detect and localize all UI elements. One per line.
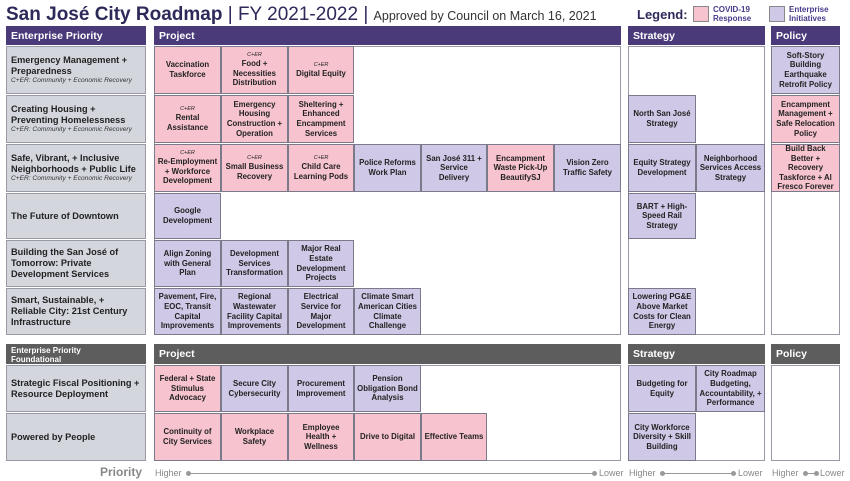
priority-dot [731, 471, 736, 476]
strategy-cell[interactable]: BART + High-Speed Rail Strategy [628, 193, 696, 239]
legend-label: Legend: [637, 7, 688, 22]
priority-higher-project: Higher [155, 468, 182, 478]
project-cell[interactable]: Pension Obligation Bond Analysis [354, 365, 421, 412]
row-label-infrastructure [6, 288, 146, 335]
project-header: Project [154, 26, 621, 45]
legend-covid-text: COVID-19 Response [713, 5, 752, 23]
project-cell[interactable]: Effective Teams [421, 413, 487, 461]
policy-panel-foundational [771, 365, 840, 461]
project-cell[interactable]: Pavement, Fire, EOC, Transit Capital Improvements [154, 288, 221, 335]
project-cell[interactable]: Employee Health + Wellness [288, 413, 354, 461]
legend-enterprise-text: Enterprise Initiatives [789, 5, 829, 23]
project-cell[interactable]: San José 311 + Service Delivery [421, 144, 487, 192]
priority-higher-policy: Higher [772, 468, 799, 478]
project-cell[interactable]: Sheltering + Enhanced Encampment Services [288, 95, 354, 143]
row-label-fiscal [6, 365, 146, 412]
row-label-downtown [6, 193, 146, 239]
row-label-housing [6, 95, 146, 143]
legend-covid-swatch [693, 6, 709, 22]
row-title: Smart, Sustainable, + Reliable City: 21st Century Infrastructure [11, 295, 128, 327]
priority-line-project [189, 473, 594, 474]
priority-line-strategy [663, 473, 733, 474]
priority-dot [592, 471, 597, 476]
priority-higher-strategy: Higher [629, 468, 656, 478]
project-cell[interactable]: Vision Zero Traffic Safety [554, 144, 621, 192]
strategy-header-foundational: Strategy [628, 344, 765, 364]
enterprise-priority-header: Enterprise Priority [6, 26, 146, 45]
project-cell[interactable]: Electrical Service for Major Development [288, 288, 354, 335]
row-title: Powered by People [11, 431, 96, 442]
strategy-cell[interactable]: Lowering PG&E Above Market Costs for Clean Energy [628, 288, 696, 335]
row-title: The Future of Downtown [11, 210, 119, 221]
priority-lower-strategy: Lower [738, 468, 763, 478]
page-title [6, 4, 597, 26]
priority-dot [814, 471, 819, 476]
row-title: Safe, Vibrant, + Inclusive Neighborhoods + Public Life [11, 153, 136, 174]
project-cell[interactable]: Development Services Transformation [221, 240, 288, 287]
policy-cell[interactable]: Build Back Better + Recovery Taskforce + Al Fresco Forever [771, 144, 840, 192]
project-cell[interactable]: Vaccination Taskforce [154, 46, 221, 94]
project-cell[interactable]: Police Reforms Work Plan [354, 144, 421, 192]
foundational-header: Enterprise Priority Foundational [6, 344, 146, 364]
row-subtitle: C+ER: Community + Economic Recovery [11, 175, 132, 182]
project-cell[interactable]: Align Zoning with General Plan [154, 240, 221, 287]
strategy-header: Strategy [628, 26, 765, 45]
strategy-cell[interactable]: Equity Strategy Development [628, 144, 696, 192]
row-title: Strategic Fiscal Positioning + Resource Deployment [11, 377, 140, 399]
project-header-foundational: Project [154, 344, 621, 364]
project-cell[interactable]: C+ER Small Business Recovery [221, 144, 288, 192]
row-title: Building the San José of Tomorrow: Private Development Services [11, 247, 119, 279]
policy-cell[interactable]: Soft-Story Building Earthquake Retrofit Policy [771, 46, 840, 94]
project-cell[interactable]: C+ER Food + Necessities Distribution [221, 46, 288, 94]
project-cell[interactable]: Encampment Waste Pick-Up BeautifySJ [487, 144, 554, 192]
project-cell[interactable]: Drive to Digital [354, 413, 421, 461]
project-cell[interactable]: Major Real Estate Development Projects [288, 240, 354, 287]
title-separator: | [227, 4, 233, 25]
policy-cell[interactable]: Encampment Management + Safe Relocation Policy [771, 95, 840, 143]
priority-label: Priority [100, 465, 143, 479]
title-separator-2: | [363, 4, 369, 25]
project-cell[interactable]: Federal + State Stimulus Advocacy [154, 365, 221, 412]
project-cell[interactable]: Workplace Safety [221, 413, 288, 461]
project-cell[interactable]: Continuity of City Services [154, 413, 221, 461]
strategy-cell[interactable]: Budgeting for Equity [628, 365, 696, 412]
row-label-development [6, 240, 146, 287]
title-fiscal-year: FY 2021-2022 [237, 4, 359, 25]
legend-enterprise-swatch [769, 6, 785, 22]
project-cell[interactable]: Regional Wastewater Facility Capital Improvements [221, 288, 288, 335]
row-label-emergency [6, 46, 146, 94]
row-label-neighborhoods [6, 144, 146, 192]
strategy-cell[interactable]: North San José Strategy [628, 95, 696, 143]
policy-header-foundational: Policy [771, 344, 840, 364]
project-cell[interactable]: C+ER Digital Equity [288, 46, 354, 94]
project-cell[interactable]: Procurement Improvement [288, 365, 354, 412]
priority-lower-project: Lower [599, 468, 624, 478]
project-cell[interactable]: Secure City Cybersecurity [221, 365, 288, 412]
title-approval: Approved by Council on March 16, 2021 [373, 9, 597, 23]
row-title: Creating Housing + Preventing Homelessness [11, 104, 126, 125]
row-label-people [6, 413, 146, 461]
priority-lower-policy: Lower [820, 468, 845, 478]
strategy-cell[interactable]: Neighborhood Services Access Strategy [696, 144, 765, 192]
row-subtitle: C+ER: Community + Economic Recovery [11, 77, 132, 84]
title-main: San José City Roadmap [6, 4, 223, 25]
strategy-cell[interactable]: City Workforce Diversity + Skill Building [628, 413, 696, 461]
strategy-cell[interactable]: City Roadmap Budgeting, Accountability, + Performance [696, 365, 765, 412]
row-subtitle: C+ER: Community + Economic Recovery [11, 126, 132, 133]
project-cell[interactable]: C+ER Re-Employment + Workforce Development [154, 144, 221, 192]
project-cell[interactable]: C+ER Rental Assistance [154, 95, 221, 143]
project-cell[interactable]: Emergency Housing Construction + Operation [221, 95, 288, 143]
project-cell[interactable]: Google Development [154, 193, 221, 239]
project-cell[interactable]: C+ER Child Care Learning Pods [288, 144, 354, 192]
row-title: Emergency Management + Preparedness [11, 55, 128, 76]
policy-header: Policy [771, 26, 840, 45]
project-cell[interactable]: Climate Smart American Cities Climate Challenge [354, 288, 421, 335]
